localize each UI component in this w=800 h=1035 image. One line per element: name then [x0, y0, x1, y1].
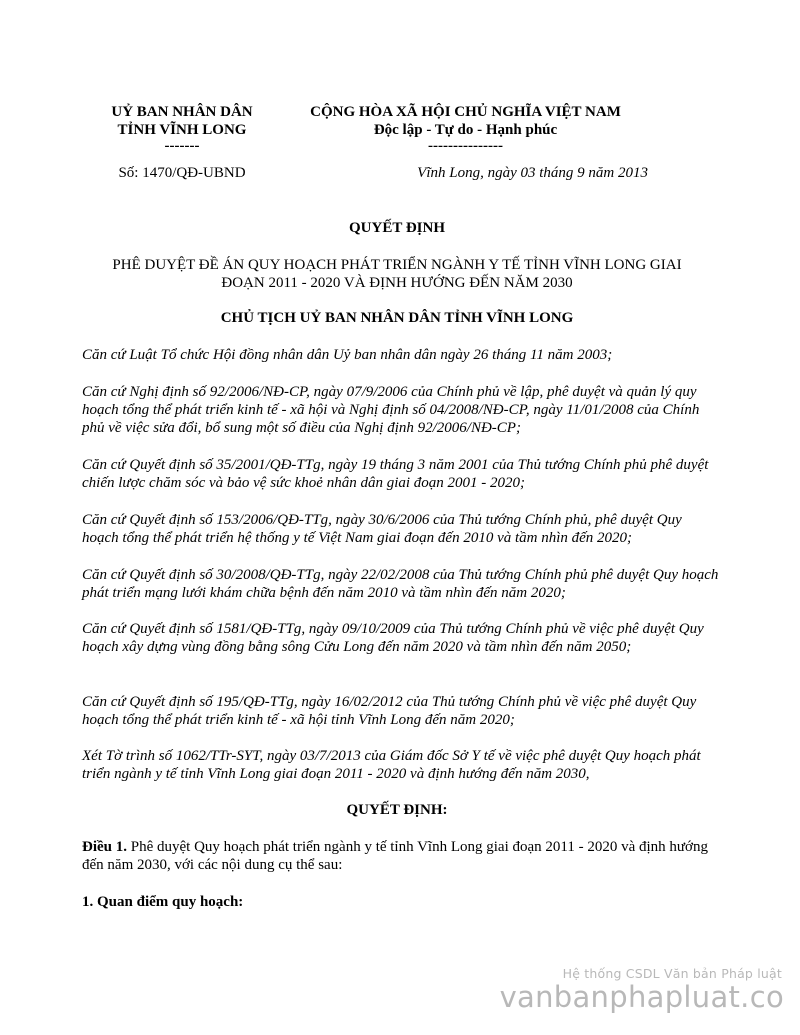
authority-line-2: TỈNH VĨNH LONG — [117, 122, 247, 138]
authority-line-1: UỶ BAN NHÂN DÂN — [111, 104, 253, 120]
national-header — [283, 103, 648, 153]
ground-paragraph-2: Căn cứ Nghị định số 92/2006/NĐ-CP, ngày 07/9/2006 của Chính phủ về lập, phê duyệt và quản lý quy hoạch tổng thể phát triển kinh tế - xã hội và Nghị định số 04/2008/NĐ-CP, ngày 11/01/2008 của Chính phủ về việc sửa đổi, bổ sung một số điều của Nghị định 92/2006/NĐ-CP; — [82, 384, 700, 436]
document-heading: QUYẾT ĐỊNH — [349, 220, 445, 236]
document-number: Số: 1470/QĐ-UBND — [118, 165, 246, 181]
ground-paragraph-5: Căn cứ Quyết định số 30/2008/QĐ-TTg, ngày 22/02/2008 của Thủ tướng Chính phủ phê duyệt Quy hoạch phát triển mạng lưới khám chữa bệnh đến năm 2010 và tầm nhìn đến năm 2020; — [82, 567, 719, 601]
motto-divider: --------------- — [428, 138, 503, 154]
decision-heading: QUYẾT ĐỊNH: — [346, 802, 448, 818]
article-1-text: Phê duyệt Quy hoạch phát triển ngành y tế tỉnh Vĩnh Long giai đoạn 2011 - 2020 và định hướng đến năm 2030, với các nội dung cụ thể sau: — [82, 839, 708, 873]
ground-paragraph-3: Căn cứ Quyết định số 35/2001/QĐ-TTg, ngày 19 tháng 3 năm 2001 của Thủ tướng Chính phủ phê duyệt chiến lược chăm sóc và bảo vệ sức khoẻ nhân dân giai đoạn 2001 - 2020; — [82, 457, 709, 491]
section-1-heading: 1. Quan điểm quy hoạch: — [82, 894, 244, 910]
national-motto: Độc lập - Tự do - Hạnh phúc — [373, 122, 558, 138]
article-1 — [82, 838, 722, 874]
ground-paragraph-7: Căn cứ Quyết định số 195/QĐ-TTg, ngày 16/02/2012 của Thủ tướng Chính phủ về việc phê duyệt Quy hoạch tổng thể phát triển kinh tế - xã hội tỉnh Vĩnh Long đến năm 2020; — [82, 694, 697, 728]
watermark-line-2: vanbanphapluat.co — [499, 980, 784, 1014]
article-1-label: Điều 1. — [82, 839, 127, 855]
subject-line-2: ĐOẠN 2011 - 2020 VÀ ĐỊNH HƯỚNG ĐẾN NĂM 2030 — [221, 275, 573, 291]
subject-line-1: PHÊ DUYỆT ĐỀ ÁN QUY HOẠCH PHÁT TRIỂN NGÀNH Y TẾ TỈNH VĨNH LONG GIAI — [112, 257, 682, 273]
ground-paragraph-4: Căn cứ Quyết định số 153/2006/QĐ-TTg, ngày 30/6/2006 của Thủ tướng Chính phủ, phê duyệt Quy hoạch tổng thể phát triển hệ thống y tế Việt Nam giai đoạn đến 2010 và tầm nhìn đến 2020; — [82, 512, 682, 546]
document-date: Vĩnh Long, ngày 03 tháng 9 năm 2013 — [417, 165, 648, 181]
watermark-line-1: Hệ thống CSDL Văn bản Pháp luật — [562, 966, 782, 981]
authority-title: CHỦ TỊCH UỶ BAN NHÂN DÂN TỈNH VĨNH LONG — [220, 310, 574, 326]
issuing-authority — [82, 103, 282, 153]
ground-paragraph-8: Xét Tờ trình số 1062/TTr-SYT, ngày 03/7/2013 của Giám đốc Sở Y tế về việc phê duyệt Quy hoạch phát triển ngành y tế tỉnh Vĩnh Long giai đoạn 2011 - 2020 và định hướng đến năm 2030, — [82, 748, 701, 782]
ground-paragraph-1: Căn cứ Luật Tổ chức Hội đồng nhân dân Uỷ ban nhân dân ngày 26 tháng 11 năm 2003; — [82, 347, 613, 363]
authority-divider: ------- — [164, 138, 200, 154]
national-title: CỘNG HÒA XÃ HỘI CHỦ NGHĨA VIỆT NAM — [310, 104, 621, 120]
ground-paragraph-6: Căn cứ Quyết định số 1581/QĐ-TTg, ngày 09/10/2009 của Thủ tướng Chính phủ về việc phê duyệt Quy hoạch xây dựng vùng đồng bằng sông Cửu Long đến năm 2020 và tầm nhìn đến năm 2050; — [82, 621, 704, 655]
document-subject — [82, 256, 712, 292]
